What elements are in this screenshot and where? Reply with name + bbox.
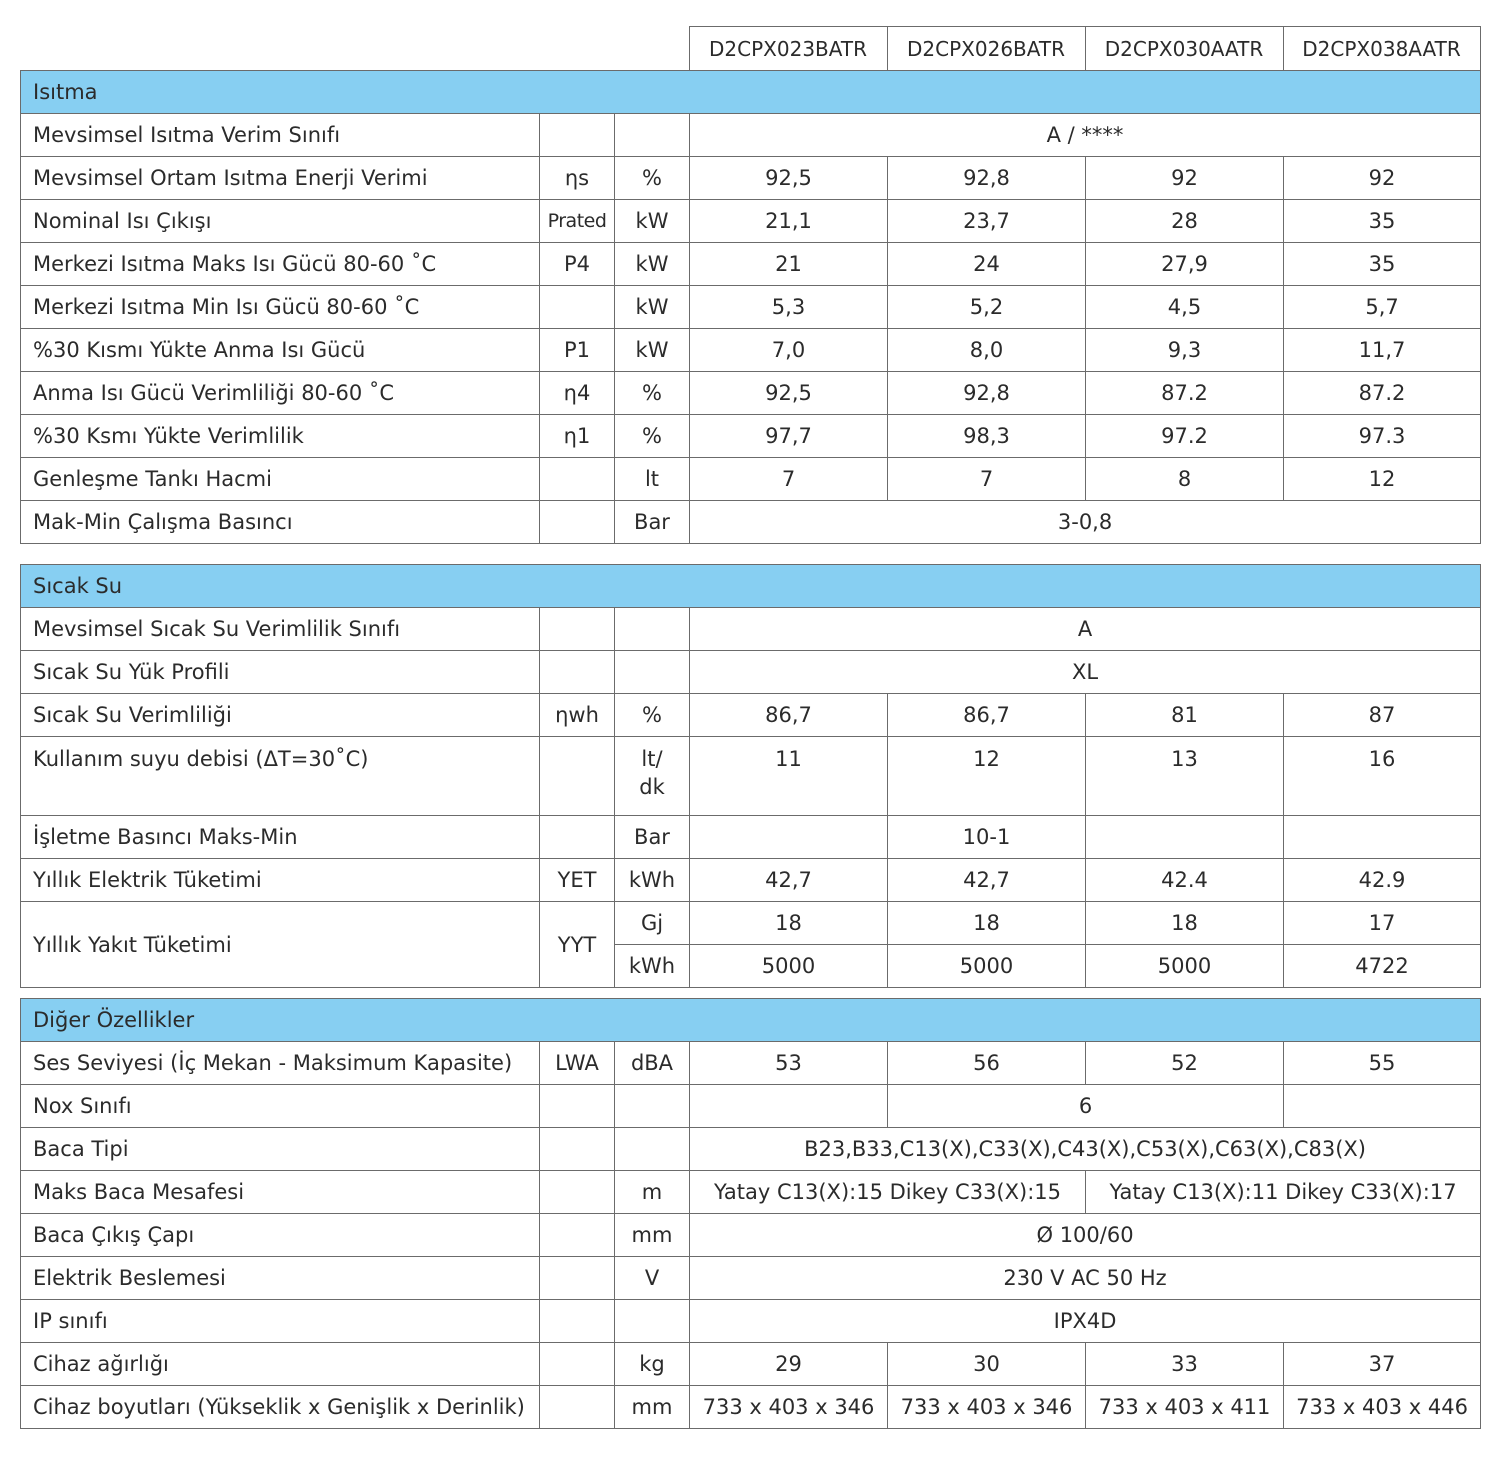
table-row: [21, 859, 1481, 902]
row-unit: kWh: [615, 859, 690, 902]
cell-value: 24: [888, 243, 1086, 286]
cell-value: 16: [1284, 737, 1481, 816]
merged-value: Yatay C13(X):15 Dikey C33(X):15: [690, 1171, 1086, 1214]
table-row: [21, 1386, 1481, 1429]
row-symbol: ηs: [540, 157, 615, 200]
model-header: D2CPX026BATR: [887, 27, 1085, 71]
row-label: %30 Ksmı Yükte Verimlilik: [21, 415, 540, 458]
cell-value: 92: [1086, 157, 1284, 200]
cell-value: 27,9: [1086, 243, 1284, 286]
cell-value: 4722: [1284, 945, 1481, 988]
row-symbol: [540, 458, 615, 501]
cell-value: 12: [1284, 458, 1481, 501]
row-symbol: [540, 286, 615, 329]
cell-value: 5000: [1086, 945, 1284, 988]
hot-water-table: [20, 564, 1481, 988]
cell-value: 18: [888, 902, 1086, 945]
cell-value: 52: [1086, 1042, 1284, 1085]
cell-value: 30: [888, 1343, 1086, 1386]
row-symbol: P1: [540, 329, 615, 372]
table-row: [21, 329, 1481, 372]
cell-value: 86,7: [690, 694, 888, 737]
cell-value: 92,8: [888, 372, 1086, 415]
cell-value: 92: [1284, 157, 1481, 200]
table-row: [21, 694, 1481, 737]
cell-value: 56: [888, 1042, 1086, 1085]
cell-value: 9,3: [1086, 329, 1284, 372]
cell-value: 11: [690, 737, 888, 816]
cell-value: 55: [1284, 1042, 1481, 1085]
table-row: [21, 651, 1481, 694]
cell-value: 8: [1086, 458, 1284, 501]
cell-value: 7: [888, 458, 1086, 501]
cell-value: 23,7: [888, 200, 1086, 243]
cell-value: 37: [1284, 1343, 1481, 1386]
cell-value: 5,7: [1284, 286, 1481, 329]
row-unit: %: [615, 372, 690, 415]
cell-value: 733 x 403 x 411: [1086, 1386, 1284, 1429]
row-label: Kullanım suyu debisi (ΔT=30˚C): [21, 737, 540, 816]
row-unit: kg: [615, 1343, 690, 1386]
row-symbol: P4: [540, 243, 615, 286]
row-label: %30 Kısmı Yükte Anma Isı Gücü: [21, 329, 540, 372]
table-row: [21, 816, 1481, 859]
row-label: Cihaz boyutları (Yükseklik x Genişlik x Derinlik): [21, 1386, 540, 1429]
cell-value: 5000: [888, 945, 1086, 988]
row-unit: %: [615, 157, 690, 200]
cell-value: 35: [1284, 200, 1481, 243]
table-row: [21, 1214, 1481, 1257]
merged-value: A / ****: [690, 114, 1481, 157]
cell-value: 81: [1086, 694, 1284, 737]
row-symbol: YYT: [540, 902, 615, 988]
merged-value: 230 V AC 50 Hz: [690, 1257, 1481, 1300]
table-row: [21, 1085, 1481, 1128]
row-label: Genleşme Tankı Hacmi: [21, 458, 540, 501]
cell-value: 42.9: [1284, 859, 1481, 902]
row-label: Maks Baca Mesafesi: [21, 1171, 540, 1214]
cell-value: 28: [1086, 200, 1284, 243]
row-unit: %: [615, 694, 690, 737]
cell-value: 53: [690, 1042, 888, 1085]
row-symbol: LWA: [540, 1042, 615, 1085]
row-unit: Bar: [615, 501, 690, 544]
row-symbol: ηwh: [540, 694, 615, 737]
row-unit: mm: [615, 1386, 690, 1429]
unit-line: lt/: [641, 747, 663, 771]
model-header-table: [20, 26, 1481, 71]
row-label: İşletme Basıncı Maks-Min: [21, 816, 540, 859]
cell-value: 42,7: [888, 859, 1086, 902]
row-unit: kW: [615, 286, 690, 329]
row-label: Merkezi Isıtma Min Isı Gücü 80-60 ˚C: [21, 286, 540, 329]
row-label: Mak-Min Çalışma Basıncı: [21, 501, 540, 544]
cell-value: 21,1: [690, 200, 888, 243]
cell-value: 97,7: [690, 415, 888, 458]
table-row: [21, 114, 1481, 157]
table-row: [21, 243, 1481, 286]
table-row: [21, 902, 1481, 945]
cell-value: 87.2: [1284, 372, 1481, 415]
row-unit: kW: [615, 329, 690, 372]
table-row: [21, 157, 1481, 200]
row-unit: kWh: [615, 945, 690, 988]
merged-value: XL: [690, 651, 1481, 694]
cell-value: 733 x 403 x 346: [690, 1386, 888, 1429]
table-row: [21, 1128, 1481, 1171]
section-title-heating: Isıtma: [21, 71, 1481, 114]
cell-value: 7: [690, 458, 888, 501]
row-label: Nominal Isı Çıkışı: [21, 200, 540, 243]
row-unit: %: [615, 415, 690, 458]
row-symbol: Prated: [540, 200, 615, 243]
table-row: [21, 200, 1481, 243]
row-label: Cihaz ağırlığı: [21, 1343, 540, 1386]
cell-value: 10-1: [888, 816, 1086, 859]
cell-value: 8,0: [888, 329, 1086, 372]
cell-value: 5000: [690, 945, 888, 988]
cell-value: 87: [1284, 694, 1481, 737]
row-label: Mevsimsel Ortam Isıtma Enerji Verimi: [21, 157, 540, 200]
merged-value: A: [690, 608, 1481, 651]
unit-line: dk: [639, 775, 665, 799]
row-label: Baca Tipi: [21, 1128, 540, 1171]
merged-value: IPX4D: [690, 1300, 1481, 1343]
table-row: [21, 1343, 1481, 1386]
row-label: Sıcak Su Yük Profili: [21, 651, 540, 694]
heating-table: [20, 70, 1481, 544]
row-symbol: η1: [540, 415, 615, 458]
table-row: [21, 1257, 1481, 1300]
row-symbol: [540, 114, 615, 157]
cell-value: 97.3: [1284, 415, 1481, 458]
row-label: Yıllık Elektrik Tüketimi: [21, 859, 540, 902]
row-unit: [615, 114, 690, 157]
row-label: Anma Isı Gücü Verimliliği 80-60 ˚C: [21, 372, 540, 415]
table-row: [21, 501, 1481, 544]
cell-value: 42.4: [1086, 859, 1284, 902]
cell-value: 12: [888, 737, 1086, 816]
cell-value: 7,0: [690, 329, 888, 372]
cell-value: 18: [1086, 902, 1284, 945]
merged-value: B23,B33,C13(X),C33(X),C43(X),C53(X),C63(X),C83(X): [690, 1128, 1481, 1171]
cell-value: 86,7: [888, 694, 1086, 737]
cell-value: 33: [1086, 1343, 1284, 1386]
cell-value: 18: [690, 902, 888, 945]
row-label: IP sınıfı: [21, 1300, 540, 1343]
row-symbol: η4: [540, 372, 615, 415]
row-unit: Bar: [615, 816, 690, 859]
table-row: [21, 415, 1481, 458]
cell-value: 17: [1284, 902, 1481, 945]
cell-value: 92,5: [690, 372, 888, 415]
table-row: [21, 1042, 1481, 1085]
cell-value: 87.2: [1086, 372, 1284, 415]
model-header: D2CPX023BATR: [689, 27, 887, 71]
cell-value: 11,7: [1284, 329, 1481, 372]
cell-value: 92,5: [690, 157, 888, 200]
merged-value: Yatay C13(X):11 Dikey C33(X):17: [1086, 1171, 1481, 1214]
merged-value: 3-0,8: [690, 501, 1481, 544]
other-features-table: [20, 998, 1481, 1429]
cell-value: 98,3: [888, 415, 1086, 458]
merged-value: 6: [888, 1085, 1284, 1128]
cell-value: 21: [690, 243, 888, 286]
table-row: [21, 286, 1481, 329]
row-symbol: YET: [540, 859, 615, 902]
table-row: [21, 608, 1481, 651]
model-header: D2CPX030AATR: [1085, 27, 1283, 71]
cell-value: 35: [1284, 243, 1481, 286]
row-label: Sıcak Su Verimliliği: [21, 694, 540, 737]
row-unit: Gj: [615, 902, 690, 945]
cell-value: 13: [1086, 737, 1284, 816]
row-unit: kW: [615, 200, 690, 243]
table-row: [21, 1171, 1481, 1214]
row-unit: lt: [615, 458, 690, 501]
row-label: Nox Sınıfı: [21, 1085, 540, 1128]
row-label: Elektrik Beslemesi: [21, 1257, 540, 1300]
cell-value: 29: [690, 1343, 888, 1386]
section-title-hot-water: Sıcak Su: [21, 565, 1481, 608]
cell-value: 4,5: [1086, 286, 1284, 329]
row-unit: [615, 737, 690, 816]
row-unit: dBA: [615, 1042, 690, 1085]
row-unit: V: [615, 1257, 690, 1300]
row-label: Mevsimsel Isıtma Verim Sınıfı: [21, 114, 540, 157]
cell-value: 42,7: [690, 859, 888, 902]
table-row: [21, 737, 1481, 816]
row-unit: kW: [615, 243, 690, 286]
cell-value: 5,3: [690, 286, 888, 329]
row-label: Baca Çıkış Çapı: [21, 1214, 540, 1257]
model-header: D2CPX038AATR: [1283, 27, 1480, 71]
row-label: Ses Seviyesi (İç Mekan - Maksimum Kapasite): [21, 1042, 540, 1085]
row-symbol: [540, 501, 615, 544]
cell-value: 92,8: [888, 157, 1086, 200]
table-row: [21, 372, 1481, 415]
row-unit: m: [615, 1171, 690, 1214]
cell-value: 97.2: [1086, 415, 1284, 458]
table-row: [21, 458, 1481, 501]
cell-value: 5,2: [888, 286, 1086, 329]
table-row: [21, 1300, 1481, 1343]
cell-value: 733 x 403 x 446: [1284, 1386, 1481, 1429]
section-title-other: Diğer Özellikler: [21, 999, 1481, 1042]
row-label: Yıllık Yakıt Tüketimi: [21, 902, 540, 988]
row-label: Merkezi Isıtma Maks Isı Gücü 80-60 ˚C: [21, 243, 540, 286]
cell-value: 733 x 403 x 346: [888, 1386, 1086, 1429]
row-label: Mevsimsel Sıcak Su Verimlilik Sınıfı: [21, 608, 540, 651]
row-unit: mm: [615, 1214, 690, 1257]
merged-value: Ø 100/60: [690, 1214, 1481, 1257]
